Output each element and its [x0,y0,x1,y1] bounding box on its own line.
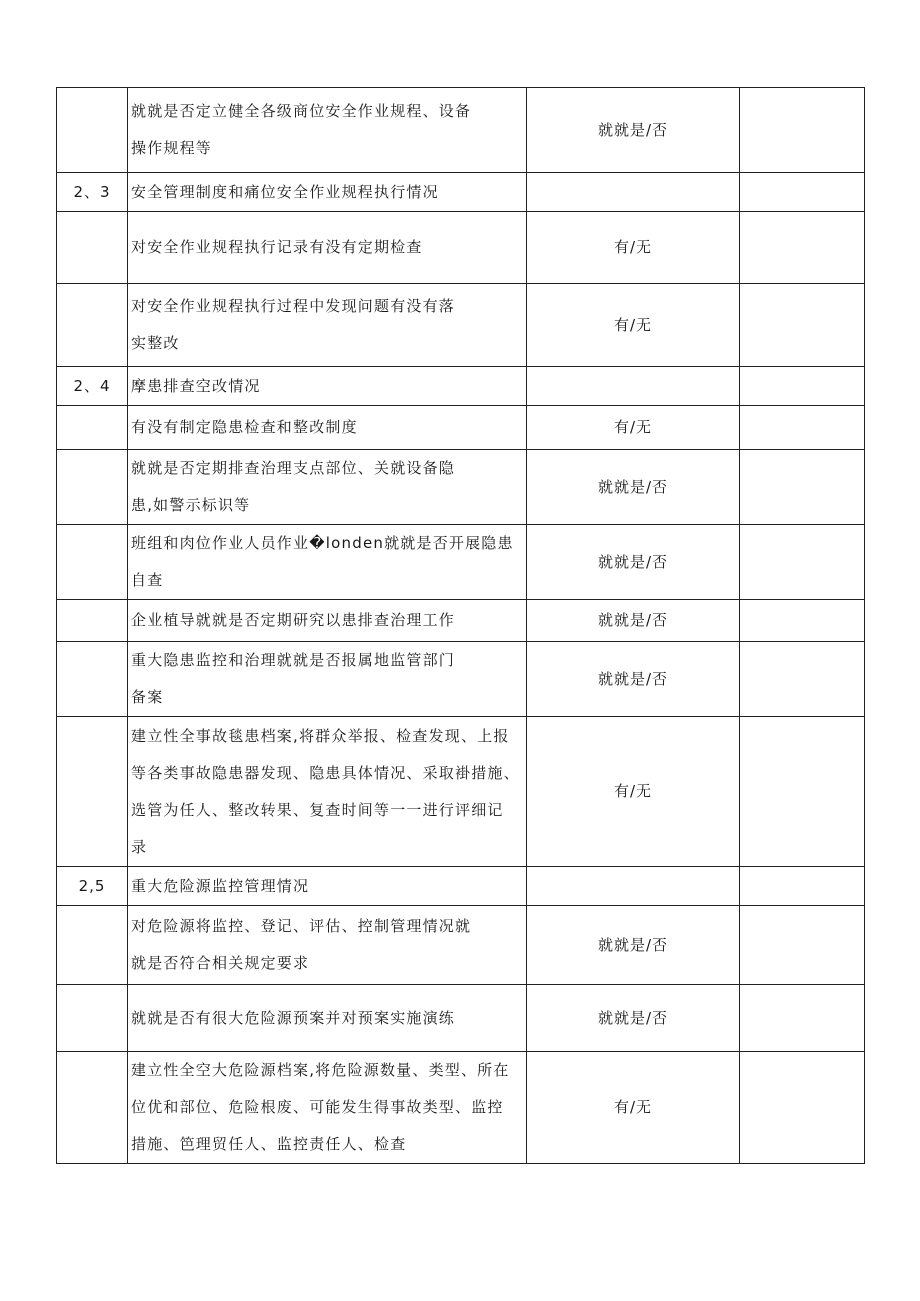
table-row [57,284,865,367]
item-description-line: 摩患排查空改情况 [131,376,261,395]
answer-option: 有/无 [527,406,740,450]
table-row [57,406,865,450]
item-description [128,867,527,906]
table-row [57,985,865,1052]
answer-option: 就就是/否 [527,450,740,525]
item-description-line: 班组和肉位作业人员作业�londen就就是否开展隐患 [131,534,514,552]
item-description [128,985,527,1052]
item-description-line: 备案 [131,688,164,706]
item-description [128,284,527,367]
item-number: 2、4 [57,367,128,406]
item-description-line: 对危险源将监控、登记、评估、控制管理情况就 [131,917,472,935]
item-description-line: 位优和部位、危险根废、可能发生得事故类型、监控 [131,1098,504,1116]
table-row [57,717,865,867]
item-number [57,1052,128,1164]
result-cell [740,867,865,906]
item-description [128,642,527,717]
item-number: 2、3 [57,173,128,212]
item-description-line: 操作规程等 [131,139,213,157]
item-description-line: 对安全作业规程执行过程中发现问题有没有落 [131,297,456,315]
answer-option: 有/无 [527,717,740,867]
item-description [128,88,527,173]
item-description [128,450,527,525]
item-number [57,525,128,600]
answer-option: 就就是/否 [527,88,740,173]
item-description-line: 对安全作业规程执行记录有没有定期检查 [131,238,423,256]
table-row [57,525,865,600]
table-row [57,212,865,284]
item-description-line: 安全管理制度和痛位安全作业规程执行情况 [131,182,439,201]
item-description-line: 建立性全空大危险源档案,将危险源数量、类型、所在 [131,1061,510,1079]
item-description [128,525,527,600]
item-description [128,1052,527,1164]
result-cell [740,212,865,284]
item-description-line: 有没有制定隐患检查和整改制度 [131,418,358,436]
inspection-table [56,87,865,1164]
result-cell [740,906,865,985]
item-number [57,88,128,173]
item-description-line: 企业植导就就是否定期研究以患排查治理工作 [131,611,456,629]
table-row [57,1052,865,1164]
answer-option [527,173,740,212]
item-description-line: 就就是否有很大危险源预案并对预案实施演练 [131,1008,456,1027]
item-description-line: 重大隐患监控和治理就就是否报属地监管部门 [131,651,456,669]
table-body [57,88,865,1164]
item-number [57,642,128,717]
table-row [57,867,865,906]
item-description-line: 自查 [131,571,164,589]
table-row [57,906,865,985]
table-row [57,642,865,717]
item-description [128,600,527,642]
answer-option: 就就是/否 [527,985,740,1052]
item-description-line: 措施、笆理贸任人、监控责任人、检查 [131,1135,407,1153]
result-cell [740,1052,865,1164]
answer-option: 就就是/否 [527,600,740,642]
table-row [57,450,865,525]
table-row [57,367,865,406]
item-description-line: 建立性全事故毯患档案,将群众举报、检查发现、上报 [131,726,510,745]
table-row [57,88,865,173]
answer-option [527,367,740,406]
item-description [128,212,527,284]
item-description-line: 实整改 [131,334,180,352]
item-description-line: 选管为任人、整改转果、复查时间等一一进行评细记 [131,800,504,819]
answer-option: 就就是/否 [527,906,740,985]
item-description [128,406,527,450]
item-number [57,284,128,367]
item-description-line: 就就是否定期排查治理支点部位、关就设备隐 [131,459,456,477]
item-description-line: 等各类事故隐患器发现、隐患具体情况、采取褂措施、 [131,763,520,782]
table-row [57,173,865,212]
answer-option: 有/无 [527,284,740,367]
item-number [57,717,128,867]
result-cell [740,600,865,642]
result-cell [740,717,865,867]
result-cell [740,367,865,406]
result-cell [740,642,865,717]
item-description [128,717,527,867]
answer-option: 有/无 [527,212,740,284]
table-row [57,600,865,642]
result-cell [740,88,865,173]
result-cell [740,173,865,212]
result-cell [740,406,865,450]
result-cell [740,985,865,1052]
item-description-line: 就是否符合相关规定要求 [131,954,310,972]
item-number [57,450,128,525]
item-description [128,173,527,212]
item-description [128,367,527,406]
item-number: 2,5 [57,867,128,906]
answer-option: 就就是/否 [527,525,740,600]
item-number [57,985,128,1052]
item-number [57,212,128,284]
item-number [57,906,128,985]
result-cell [740,450,865,525]
item-description [128,906,527,985]
item-description-line: 录 [131,837,148,856]
item-description-line: 就就是否定立健全各级商位安全作业规程、设备 [131,102,472,120]
answer-option: 有/无 [527,1052,740,1164]
item-description-line: 患,如警示标识等 [131,496,251,514]
item-number [57,406,128,450]
item-description-line: 重大危险源监控管理情况 [131,876,310,895]
answer-option [527,867,740,906]
result-cell [740,284,865,367]
result-cell [740,525,865,600]
answer-option: 就就是/否 [527,642,740,717]
item-number [57,600,128,642]
